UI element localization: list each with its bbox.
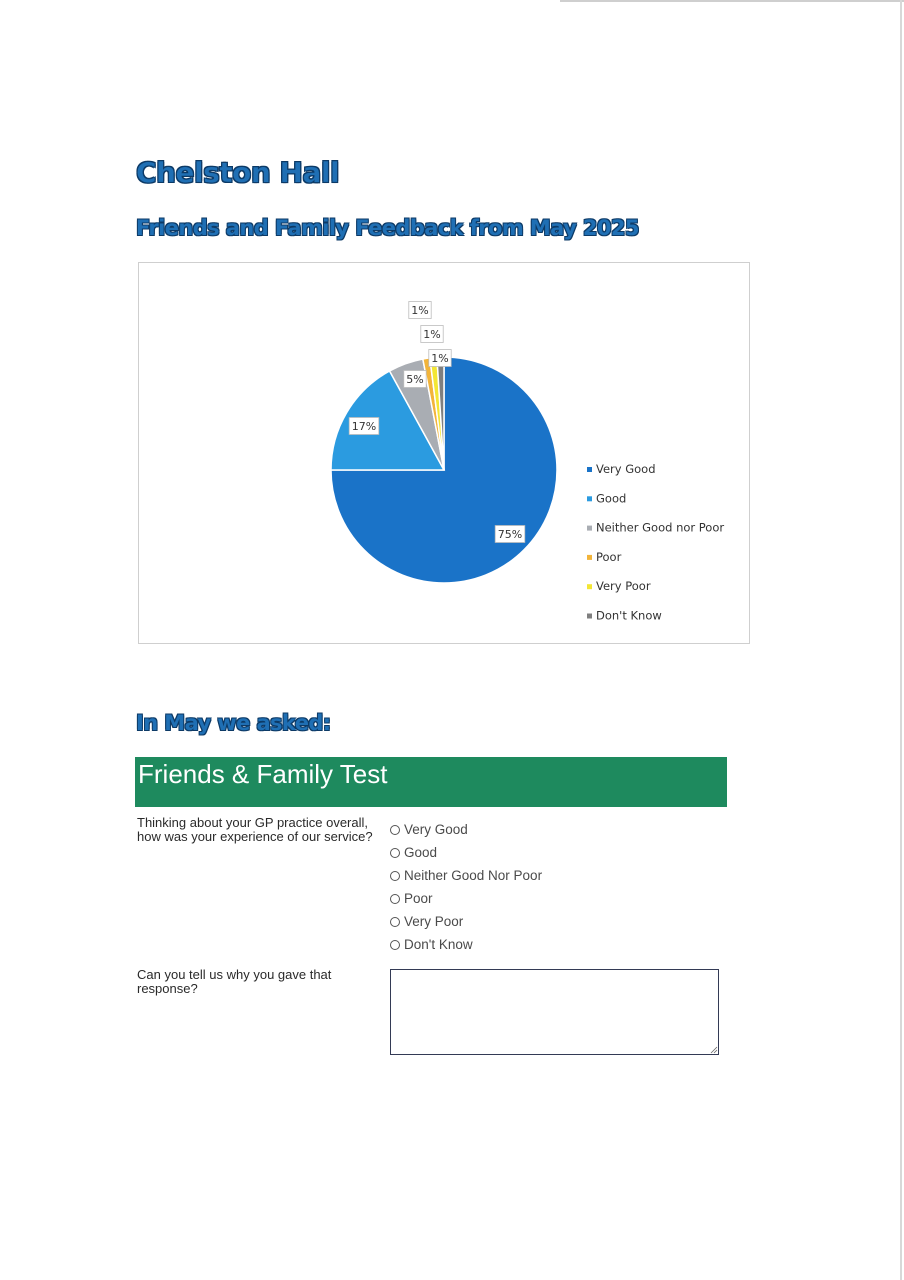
legend-label: Good [596,491,627,506]
option-label: Good [404,845,438,860]
legend-swatch [587,614,592,619]
practice-title: Chelston Hall [136,156,340,189]
data-label-group [404,371,426,388]
feedback-subtitle: Friends and Family Feedback from May 2025 [136,216,639,240]
legend-swatch [587,555,592,560]
radio-circle-icon[interactable] [390,825,400,835]
option-dont-know[interactable] [390,933,542,956]
radio-circle-icon[interactable] [390,871,400,881]
legend-label: Neither Good nor Poor [596,520,725,535]
experience-question: Thinking about your GP practice overall, how was your experience of our service? [137,815,373,844]
radio-circle-icon[interactable] [390,940,400,950]
legend-swatch [587,467,592,472]
option-neither[interactable] [390,864,542,887]
feedback-pie-chart [138,262,750,644]
data-label-group [409,302,431,319]
data-label: 75% [497,528,523,541]
data-label-group [421,326,443,343]
legend-label: Very Poor [596,579,651,594]
legend-swatch [587,584,592,589]
resize-grip-icon[interactable] [710,1046,718,1054]
experience-options [390,818,542,956]
option-label: Don't Know [404,937,473,952]
option-label: Poor [404,891,433,906]
option-very-poor[interactable] [390,910,542,933]
data-label-group [429,350,451,367]
data-label: 1% [423,328,441,341]
data-label: 17% [351,420,377,433]
option-label: Very Poor [404,914,464,929]
legend-label: Don't Know [596,608,662,623]
radio-circle-icon[interactable] [390,848,400,858]
data-label: 1% [411,304,429,317]
legend-label: Very Good [596,462,656,476]
legend-swatch [587,526,592,531]
scan-edge-right [900,0,902,1280]
reason-question: Can you tell us why you gave that response? [137,967,332,996]
option-label: Neither Good Nor Poor [404,868,543,883]
fft-banner: Friends & Family Test [135,757,727,807]
data-label: 5% [406,373,424,386]
data-label-group [349,418,379,435]
radio-circle-icon[interactable] [390,917,400,927]
asked-heading: In May we asked: [136,711,331,735]
scan-edge-top [560,0,904,2]
option-poor[interactable] [390,887,542,910]
pie-chart-svg [139,263,751,645]
legend-label: Poor [596,549,622,564]
legend-swatch [587,496,592,501]
option-good[interactable] [390,841,542,864]
data-label-group [495,526,525,543]
option-very-good[interactable] [390,818,542,841]
radio-circle-icon[interactable] [390,894,400,904]
option-label: Very Good [404,822,468,837]
reason-textarea[interactable] [390,969,719,1055]
data-label: 1% [431,352,449,365]
